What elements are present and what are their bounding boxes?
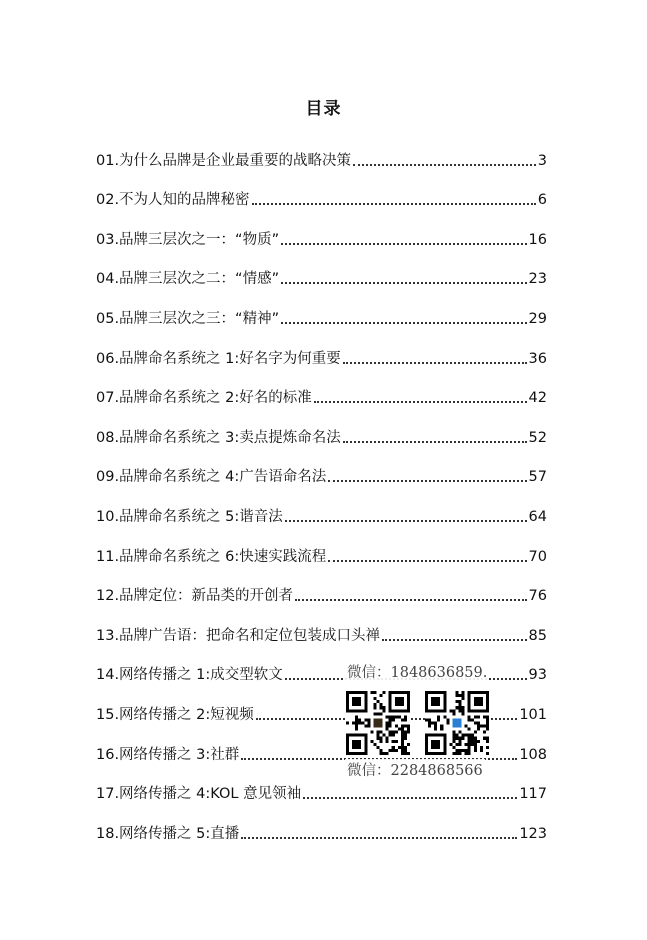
- toc-entry-label: 05.品牌三层次之三：“精神”: [96, 310, 280, 327]
- toc-entry-label: 01.为什么品牌是企业最重要的战略决策: [96, 152, 352, 169]
- toc-entry-page: 85: [528, 627, 547, 644]
- qr-code-icon-1: [346, 691, 410, 755]
- toc-entry[interactable]: [96, 804, 547, 844]
- toc-entry-label: 02.不为人知的品牌秘密: [96, 192, 250, 209]
- toc-entry-page: 64: [528, 508, 547, 525]
- toc-entry-page: 16: [528, 231, 547, 248]
- dot-leader: [281, 282, 526, 284]
- toc-entry-label: 07.品牌命名系统之 2:好名的标准: [96, 390, 312, 407]
- toc-entry-page: 76: [528, 588, 547, 605]
- dot-leader: [295, 599, 526, 601]
- toc-entry-page: 52: [528, 429, 547, 446]
- dot-leader: [281, 243, 526, 245]
- dot-leader: [328, 480, 526, 482]
- toc-entry-label: 10.品牌命名系统之 5:谐音法: [96, 508, 283, 525]
- toc-entry-page: 36: [528, 350, 547, 367]
- dot-leader: [281, 322, 526, 324]
- dot-leader: [285, 520, 527, 522]
- wechat-watermark: [343, 655, 498, 785]
- toc-entry-page: 101: [519, 706, 547, 723]
- toc-entry-label: 17.网络传播之 4:KOL 意见领袖: [96, 786, 302, 803]
- toc-entry-label: 11.品牌命名系统之 6:快速实践流程: [96, 548, 327, 565]
- dot-leader: [343, 362, 527, 364]
- dot-leader: [328, 560, 526, 562]
- toc-entry-label: 18.网络传播之 5:直播: [96, 825, 240, 842]
- toc-entry-page: 29: [528, 310, 547, 327]
- toc-entry[interactable]: [96, 527, 547, 567]
- toc-entry-label: 06.品牌命名系统之 1:好名字为何重要: [96, 350, 341, 367]
- toc-entry-label: 08.品牌命名系统之 3:卖点提炼命名法: [96, 429, 341, 446]
- toc-entry-page: 6: [537, 192, 547, 209]
- dot-leader: [241, 837, 517, 839]
- toc-entry[interactable]: [96, 289, 547, 329]
- toc-entry[interactable]: [96, 606, 547, 646]
- dot-leader: [314, 401, 527, 403]
- wechat-id-1: 微信：1848636859.: [345, 661, 489, 682]
- toc-entry-label: 09.品牌命名系统之 4:广告语命名法: [96, 469, 327, 486]
- toc-entry-label: 15.网络传播之 2:短视频: [96, 706, 254, 723]
- toc-entry-page: 123: [519, 825, 547, 842]
- toc-entry[interactable]: [96, 131, 547, 171]
- toc-title: 目录: [305, 99, 342, 119]
- dot-leader: [343, 441, 527, 443]
- toc-entry-page: 108: [519, 746, 547, 763]
- toc-entry-label: 03.品牌三层次之一：“物质”: [96, 231, 280, 248]
- toc-entry[interactable]: [96, 448, 547, 488]
- toc-entry[interactable]: [96, 369, 547, 409]
- toc-entry-page: 23: [528, 271, 547, 288]
- toc-entry[interactable]: [96, 210, 547, 250]
- toc-entry-page: 93: [528, 667, 547, 684]
- dot-leader: [382, 639, 526, 641]
- qr-code-icon-2: [425, 691, 489, 755]
- toc-entry[interactable]: [96, 171, 547, 211]
- toc-entry-label: 13.品牌广告语：把命名和定位包装成口头禅: [96, 627, 381, 644]
- toc-entry[interactable]: [96, 487, 547, 527]
- toc-entry[interactable]: [96, 567, 547, 607]
- wechat-id-2: 微信：2284868566: [345, 759, 485, 780]
- toc-entry-label: 04.品牌三层次之二：“情感”: [96, 271, 280, 288]
- toc-entry-page: 42: [528, 390, 547, 407]
- toc-entry-label: 16.网络传播之 3:社群: [96, 746, 240, 763]
- toc-entry[interactable]: [96, 408, 547, 448]
- toc-entry-page: 3: [537, 152, 547, 169]
- dot-leader: [252, 203, 536, 205]
- toc-entry-label: 14.网络传播之 1:成交型软文: [96, 667, 283, 684]
- toc-entry[interactable]: [96, 250, 547, 290]
- dot-leader: [353, 164, 536, 166]
- toc-entry-page: 57: [528, 469, 547, 486]
- toc-entry-label: 12.品牌定位：新品类的开创者: [96, 588, 294, 605]
- dot-leader: [303, 797, 517, 799]
- toc-entry-page: 70: [528, 548, 547, 565]
- toc-entry[interactable]: [96, 329, 547, 369]
- toc-entry-page: 117: [519, 786, 547, 803]
